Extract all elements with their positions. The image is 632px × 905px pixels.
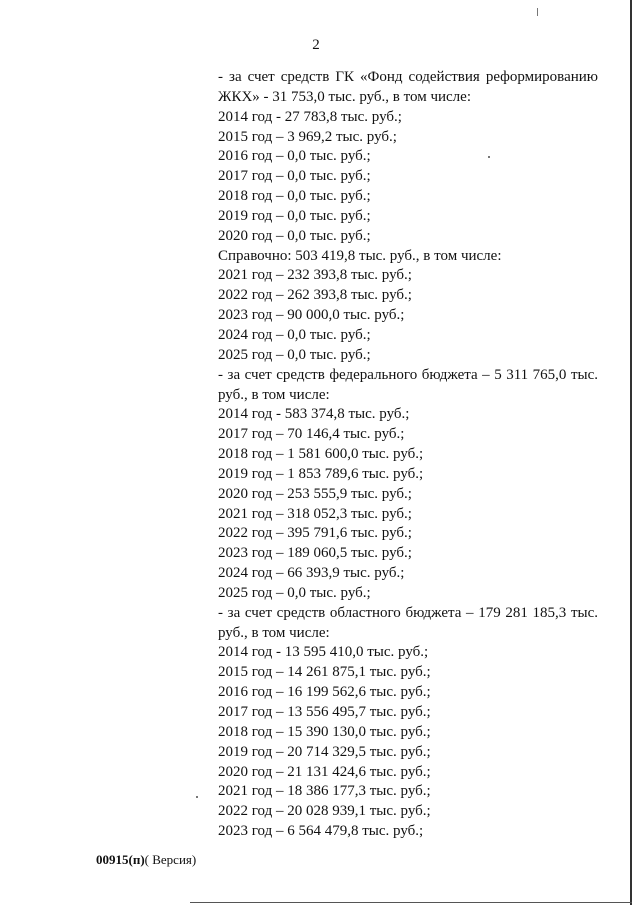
- scan-speck: [537, 8, 538, 16]
- document-body: [218, 68, 598, 842]
- text-line: - за счет средств ГК «Фонд содействия реформированию: [218, 69, 598, 85]
- text-line: 2016 год – 0,0 тыс. руб.;: [218, 148, 371, 165]
- text-line: 2021 год – 232 393,8 тыс. руб.;: [218, 267, 412, 284]
- text-line: 2025 год – 0,0 тыс. руб.;: [218, 346, 371, 363]
- document-footer: [96, 852, 196, 868]
- text-line: 2015 год – 14 261 875,1 тыс. руб.;: [218, 664, 431, 681]
- text-line: 2024 год – 0,0 тыс. руб.;: [218, 326, 371, 343]
- page-number: 2: [312, 37, 320, 53]
- document-version: ( Версия): [144, 852, 197, 867]
- text-line: 2023 год – 189 060,5 тыс. руб.;: [218, 545, 412, 562]
- text-line: 2025 год – 0,0 тыс. руб.;: [218, 584, 371, 601]
- text-line: 2020 год – 21 131 424,6 тыс. руб.;: [218, 763, 431, 780]
- text-line: 2016 год – 16 199 562,6 тыс. руб.;: [218, 684, 431, 701]
- text-line: 2023 год – 6 564 479,8 тыс. руб.;: [218, 823, 424, 840]
- text-line: - за счет средств федерального бюджета – 5 311 765,0 тыс.: [218, 366, 598, 383]
- text-line: 2022 год – 262 393,8 тыс. руб.;: [218, 287, 412, 304]
- text-line: 2017 год – 0,0 тыс. руб.;: [218, 168, 371, 185]
- text-line: 2014 год - 27 783,8 тыс. руб.;: [218, 108, 402, 125]
- text-line: 2024 год – 66 393,9 тыс. руб.;: [218, 565, 405, 582]
- text-line: 2022 год – 395 791,6 тыс. руб.;: [218, 525, 412, 542]
- text-line: 2021 год – 18 386 177,3 тыс. руб.;: [218, 783, 431, 800]
- text-line: 2015 год – 3 969,2 тыс. руб.;: [218, 128, 397, 145]
- text-line: 2018 год – 1 581 600,0 тыс. руб.;: [218, 446, 424, 463]
- text-line: 2018 год – 0,0 тыс. руб.;: [218, 188, 371, 205]
- text-line: 2019 год – 0,0 тыс. руб.;: [218, 207, 371, 224]
- text-line: 2020 год – 253 555,9 тыс. руб.;: [218, 485, 412, 502]
- scan-edge-bottom: [190, 902, 632, 903]
- text-line: 2019 год – 20 714 329,5 тыс. руб.;: [218, 743, 431, 760]
- text-line: 2019 год – 1 853 789,6 тыс. руб.;: [218, 465, 424, 482]
- text-line: 2014 год - 13 595 410,0 тыс. руб.;: [218, 644, 429, 661]
- text-line: 2018 год – 15 390 130,0 тыс. руб.;: [218, 723, 431, 740]
- text-line: 2021 год – 318 052,3 тыс. руб.;: [218, 505, 412, 522]
- scan-speck: [196, 796, 198, 798]
- text-line: 2017 год – 13 556 495,7 тыс. руб.;: [218, 704, 431, 720]
- text-line: 2022 год – 20 028 939,1 тыс. руб.;: [218, 803, 431, 820]
- text-line: 2020 год – 0,0 тыс. руб.;: [218, 227, 371, 244]
- document-code: 00915(п): [96, 852, 145, 867]
- text-line: - за счет средств областного бюджета – 179 281 185,3 тыс.: [218, 604, 598, 621]
- text-line: 2014 год - 583 374,8 тыс. руб.;: [218, 406, 410, 423]
- text-line: ЖКХ» - 31 753,0 тыс. руб., в том числе:: [218, 88, 471, 105]
- text-line: руб., в том числе:: [218, 386, 330, 403]
- text-line: 2023 год – 90 000,0 тыс. руб.;: [218, 307, 405, 324]
- text-line: 2017 год – 70 146,4 тыс. руб.;: [218, 426, 405, 443]
- text-line: Справочно: 503 419,8 тыс. руб., в том числе:: [218, 247, 502, 264]
- text-line: руб., в том числе:: [218, 624, 330, 641]
